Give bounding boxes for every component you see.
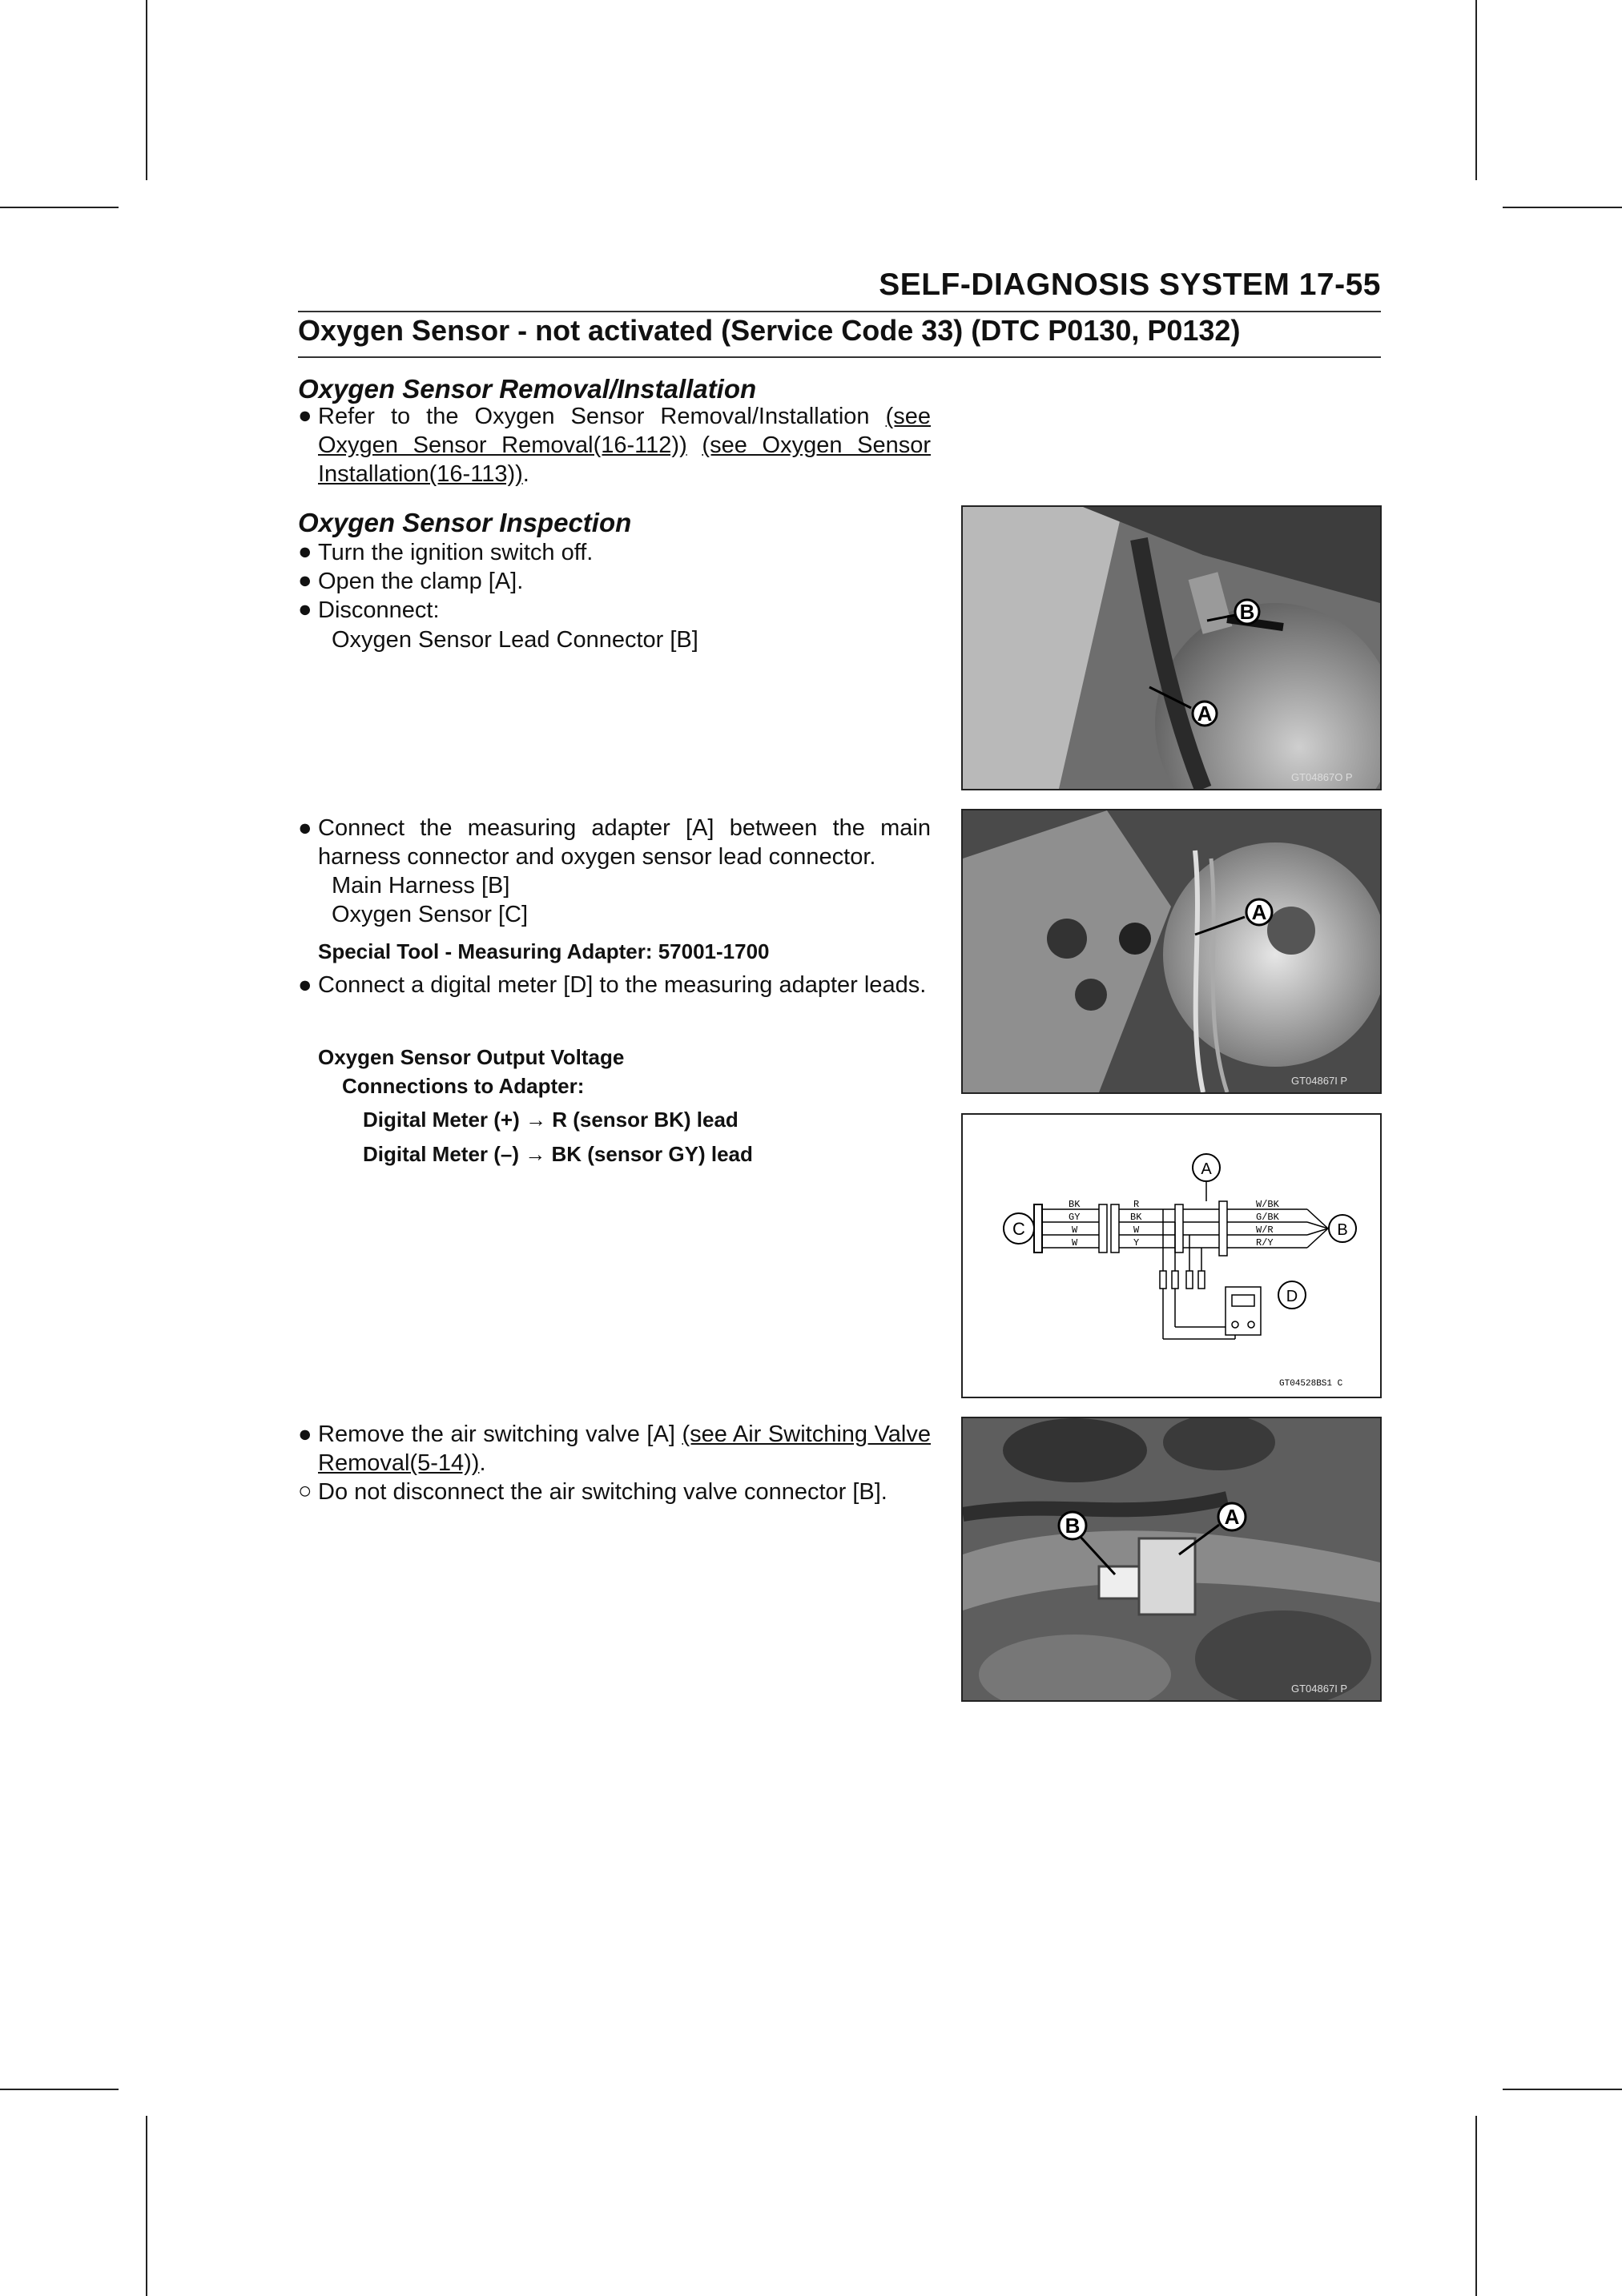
crop-mark [1503,2089,1622,2090]
connection-negative: Digital Meter (–) → BK (sensor GY) lead [363,1142,753,1166]
section-title: Oxygen Sensor - not activated (Service Code 33) (DTC P0130, P0132) [298,314,1241,347]
step-remove-valve: Remove the air switching valve [A] (see Air Switching Valve Removal(5-14)). [318,1421,931,1476]
connections-title: Connections to Adapter: [342,1074,585,1098]
step-do-not-disconnect: Do not disconnect the air switching valve connector [B]. [318,1479,887,1505]
bullet-icon: ● [298,568,312,593]
figure-code: GT04867I P [1291,1075,1348,1087]
figure-callout-b: B [1239,600,1255,624]
installation-link[interactable]: (see Oxygen Sensor Installation(16-113)) [318,432,932,487]
wire-label: W/BK [1256,1199,1279,1210]
figure-callout-b: B [1065,1514,1081,1538]
step-connect-adapter: Connect the measuring adapter [A] between the main harness connector and oxygen sensor lead connector. [318,815,931,870]
removal-heading: Oxygen Sensor Removal/Installation [298,374,757,404]
page-header: SELF-DIAGNOSIS SYSTEM 17-55 [879,267,1381,302]
figure-code: GT04867O P [1291,771,1353,783]
diagram-label-d: D [1286,1288,1298,1305]
header-rule [298,311,1381,312]
step-ignition-off: Turn the ignition switch off. [318,540,594,565]
crop-mark [1475,2116,1477,2296]
section-rule [298,356,1381,358]
figure-oxygen-sensor-photo [961,505,1382,790]
removal-text: Refer to the Oxygen Sensor Removal/Installation [318,404,870,429]
wire-label: W/R [1256,1224,1274,1236]
air-switching-link[interactable]: (see Air Switching Valve Removal(5-14)) [318,1421,931,1476]
step-open-clamp: Open the clamp [A]. [318,569,524,594]
wire-label: R [1133,1199,1140,1210]
wire-label: BK [1069,1199,1081,1210]
diagram-label-c: C [1012,1219,1025,1239]
step-main-harness: Main Harness [B] [332,873,510,899]
step-disconnect-item: Oxygen Sensor Lead Connector [B] [332,627,698,653]
removal-paragraph: Refer to the Oxygen Sensor Removal/Installation (see Oxygen Sensor Removal(16-112)) (see Oxygen Sensor Installation(16-113)). [318,404,932,487]
crop-mark [0,207,119,208]
connection-positive: Digital Meter (+) → R (sensor BK) lead [363,1108,739,1132]
wire-label: W [1072,1224,1078,1236]
wire-label: W [1072,1237,1078,1249]
diagram-label-a: A [1201,1160,1212,1178]
figure-wiring-diagram [961,1113,1382,1398]
inspection-heading: Oxygen Sensor Inspection [298,508,632,537]
step-oxygen-sensor: Oxygen Sensor [C] [332,902,528,927]
figure-adapter-photo [961,809,1382,1094]
figure-callout-a: A [1197,702,1213,726]
step-connect-meter: Connect a digital meter [D] to the measuring adapter leads. [318,972,927,998]
crop-mark [1475,0,1477,180]
crop-mark [1503,207,1622,208]
bullet-icon: ● [298,403,312,428]
wire-label: Y [1133,1237,1140,1249]
wire-label: G/BK [1256,1212,1279,1223]
bullet-icon: ● [298,1421,312,1447]
crop-mark [146,0,147,180]
wire-label: R/Y [1256,1237,1274,1249]
wire-label: BK [1130,1212,1142,1223]
removal-link[interactable]: (see Oxygen Sensor Removal(16-112)) [318,404,932,458]
wire-label: W [1133,1224,1140,1236]
special-tool: Special Tool - Measuring Adapter: 57001-1700 [318,939,770,963]
output-voltage-title: Oxygen Sensor Output Voltage [318,1045,625,1069]
crop-mark [0,2089,119,2090]
wire-label: GY [1069,1212,1081,1223]
figure-code: GT04528BS1 C [1279,1379,1343,1389]
open-circle-icon: ○ [298,1478,312,1504]
figure-air-switching-valve-photo [961,1417,1382,1702]
bullet-icon: ● [298,972,312,998]
step-disconnect: Disconnect: [318,597,440,623]
figure-callout-a: A [1251,900,1267,924]
diagram-label-b: B [1337,1221,1348,1239]
figure-callout-a: A [1224,1505,1240,1529]
crop-mark [146,2116,147,2296]
bullet-icon: ● [298,539,312,565]
bullet-icon: ● [298,597,312,622]
bullet-icon: ● [298,815,312,841]
figure-code: GT04867I P [1291,1683,1348,1695]
